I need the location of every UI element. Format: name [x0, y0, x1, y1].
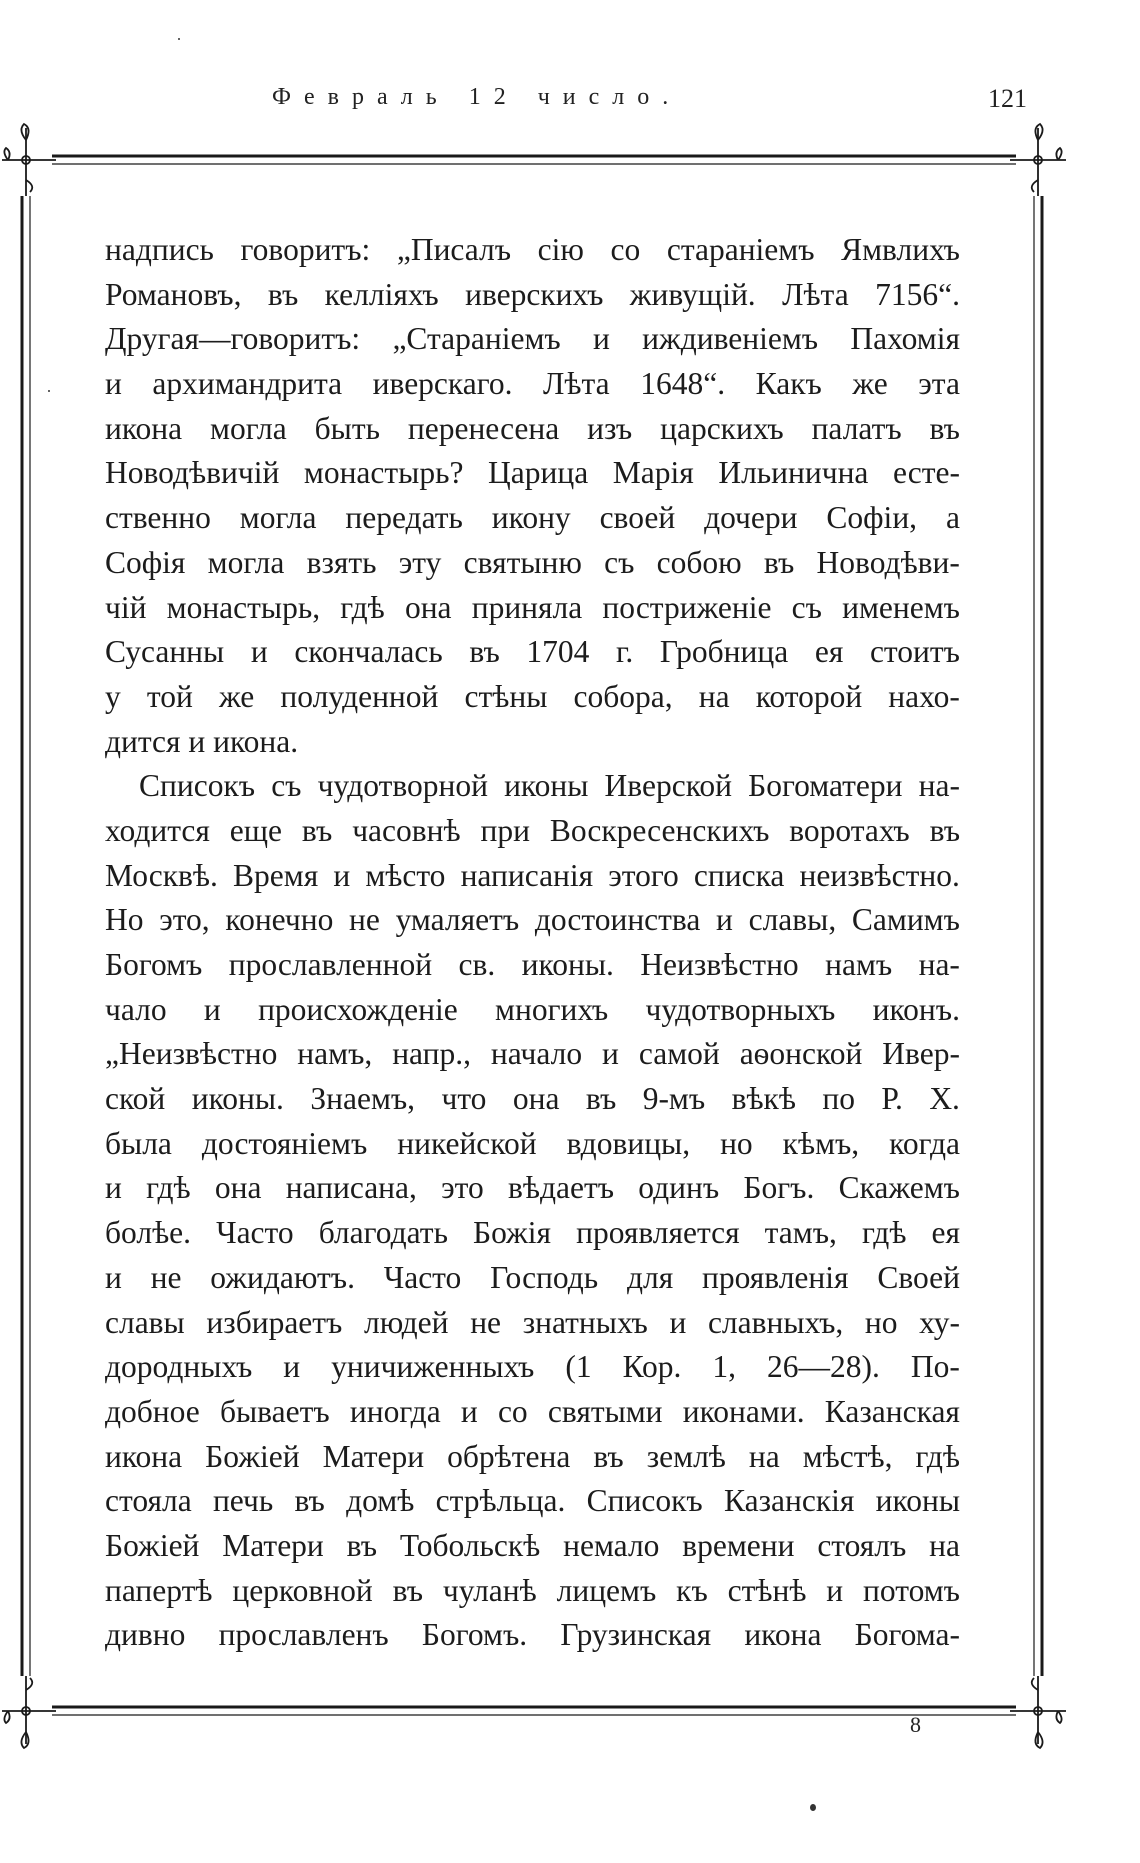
text-line: Богомъ прославленной св. иконы. Неизвѣстно намъ на- [105, 947, 960, 982]
corner-ornament-bottom-right [1010, 1676, 1066, 1748]
text-line: чій монастырь, гдѣ она приняла постриженіе съ именемъ [105, 589, 960, 625]
text-line: у той же полуденной стѣны собора, на которой нахо- [105, 678, 960, 714]
text-line: „Неизвѣстно намъ, напр., начало и самой аѳонской Ивер- [105, 1036, 960, 1072]
ink-speck [48, 390, 50, 392]
text-line: дится и икона. [105, 723, 299, 759]
page-number: 121 [988, 84, 1027, 113]
corner-ornament-top-right [1010, 124, 1066, 196]
corner-ornament-bottom-left [2, 1676, 56, 1748]
text-line: Другая—говоритъ: „Стараніемъ и иждивеніемъ Пахомія [105, 321, 960, 357]
text-line: Новодѣвичій монастырь? Царица Марія Ильинична есте- [105, 455, 960, 491]
text-line: болѣе. Часто благодать Божія проявляется тамъ, гдѣ ея [105, 1215, 960, 1251]
body-text [105, 228, 960, 1658]
text-line: и гдѣ она написана, это вѣдаетъ одинъ Богъ. Скажемъ [105, 1170, 960, 1206]
text-line: Софія могла взять эту святыню съ собою въ Новодѣви- [105, 544, 960, 580]
text-line: ходится еще въ часовнѣ при Воскресенскихъ воротахъ въ [105, 812, 960, 848]
text-line: папертѣ церковной въ чуланѣ лицемъ къ стѣнѣ и потомъ [105, 1572, 960, 1608]
text-line: Списокъ съ чудотворной иконы Иверской Богоматери на- [139, 768, 960, 804]
text-line: икона Божіей Матери обрѣтена въ землѣ на мѣстѣ, гдѣ [105, 1438, 960, 1474]
printer-signature-mark: 8 [910, 1712, 921, 1737]
corner-ornament-top-left [2, 124, 56, 196]
text-line: дивно прославленъ Богомъ. Грузинская икона Богома- [105, 1617, 960, 1653]
ink-speck [810, 1804, 816, 1811]
text-line: Но это, конечно не умаляетъ достоинства и славы, Самимъ [105, 902, 960, 938]
text-line: икона могла быть перенесена изъ царскихъ палатъ въ [105, 410, 960, 446]
text-line: надпись говоритъ: „Писалъ сію со стараніемъ Ямвлихъ [105, 232, 960, 267]
text-line: стояла печь въ домѣ стрѣльца. Списокъ Казанскія иконы [105, 1483, 960, 1519]
text-line: Москвѣ. Время и мѣсто написанія этого списка неизвѣстно. [105, 857, 960, 893]
text-line: была достояніемъ никейской вдовицы, но кѣмъ, когда [105, 1125, 960, 1161]
text-line: и архимандрита иверскаго. Лѣта 1648“. Какъ же эта [105, 366, 960, 402]
text-line: и не ожидаютъ. Часто Господь для проявленія Своей [105, 1259, 960, 1295]
text-line: ственно могла передать икону своей дочери Софіи, а [105, 500, 960, 536]
text-line: чало и происхожденіе многихъ чудотворныхъ иконъ. [105, 991, 960, 1027]
text-line: Божіей Матери въ Тобольскѣ немало времени стоялъ на [105, 1527, 960, 1563]
text-line: Романовъ, въ келліяхъ иверскихъ живущій. Лѣта 7156“. [105, 276, 960, 312]
text-line: Сусанны и скончалась въ 1704 г. Гробница ея стоитъ [105, 634, 960, 670]
running-title: Февраль 12 число. [272, 84, 682, 110]
text-line: славы избираетъ людей не знатныхъ и славныхъ, но ху- [105, 1304, 960, 1340]
text-line: дородныхъ и уничиженныхъ (1 Кор. 1, 26—28). По- [105, 1349, 960, 1385]
text-line: ской иконы. Знаемъ, что она въ 9-мъ вѣкѣ по Р. Х. [105, 1081, 960, 1117]
ink-speck [178, 38, 180, 40]
text-line: добное бываетъ иногда и со святыми иконами. Казанская [105, 1393, 960, 1429]
